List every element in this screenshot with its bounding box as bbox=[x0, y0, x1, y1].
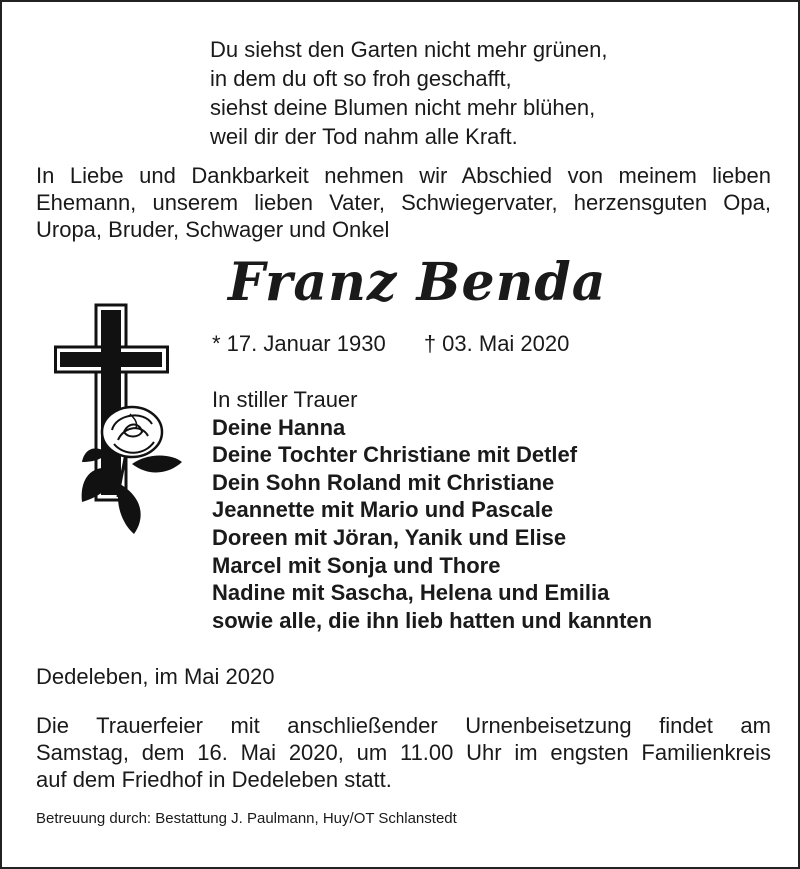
place-and-date: Dedeleben, im Mai 2020 bbox=[36, 664, 275, 689]
poem-line: siehst deine Blumen nicht mehr blühen, bbox=[210, 95, 596, 120]
death-date: † 03. Mai 2020 bbox=[423, 331, 570, 356]
birth-date: * 17. Januar 1930 bbox=[212, 331, 386, 356]
ceremony-line: Die Trauerfeier mit anschließender Urnenbeisetzung findet am bbox=[36, 713, 771, 738]
poem-line: Du siehst den Garten nicht mehr grünen, bbox=[210, 37, 608, 62]
ceremony-info bbox=[36, 712, 771, 793]
ceremony-line: auf dem Friedhof in Dedeleben statt. bbox=[36, 767, 392, 792]
poem-line: weil dir der Tod nahm alle Kraft. bbox=[210, 124, 518, 149]
mourner-entry: Deine Tochter Christiane mit Detlef bbox=[212, 442, 578, 468]
mourner-entry: sowie alle, die ihn lieb hatten und kannten bbox=[212, 607, 653, 633]
deceased-name: Franz Benda bbox=[228, 252, 607, 313]
mourner-entry: Nadine mit Sascha, Helena und Emilia bbox=[212, 580, 610, 606]
mourners-list bbox=[212, 386, 652, 634]
intro-line: Ehemann, unserem lieben Vater, Schwiegervater, herzensguten Opa, bbox=[36, 190, 771, 215]
mourners-heading: In stiller Trauer bbox=[212, 387, 358, 412]
intro-text bbox=[36, 162, 771, 243]
mourner-entry: Marcel mit Sonja und Thore bbox=[212, 552, 501, 578]
cross-with-rose bbox=[54, 302, 189, 537]
mourner-entry: Doreen mit Jöran, Yanik und Elise bbox=[212, 524, 567, 550]
ceremony-line: Samstag, dem 16. Mai 2020, um 11.00 Uhr im engsten Familienkreis bbox=[36, 740, 771, 765]
mourner-entry: Deine Hanna bbox=[212, 414, 346, 440]
mourner-entry: Dein Sohn Roland mit Christiane bbox=[212, 469, 555, 495]
poem-line: in dem du oft so froh geschafft, bbox=[210, 66, 512, 91]
life-dates bbox=[212, 331, 569, 357]
poem bbox=[210, 35, 607, 151]
intro-line: In Liebe und Dankbarkeit nehmen wir Abschied von meinem lieben bbox=[36, 163, 771, 188]
cross-icon bbox=[54, 302, 189, 537]
mourner-entry: Jeannette mit Mario und Pascale bbox=[212, 497, 554, 523]
intro-line: Uropa, Bruder, Schwager und Onkel bbox=[36, 217, 390, 242]
funeral-home-credit: Betreuung durch: Bestattung J. Paulmann, Huy/OT Schlanstedt bbox=[36, 810, 457, 827]
